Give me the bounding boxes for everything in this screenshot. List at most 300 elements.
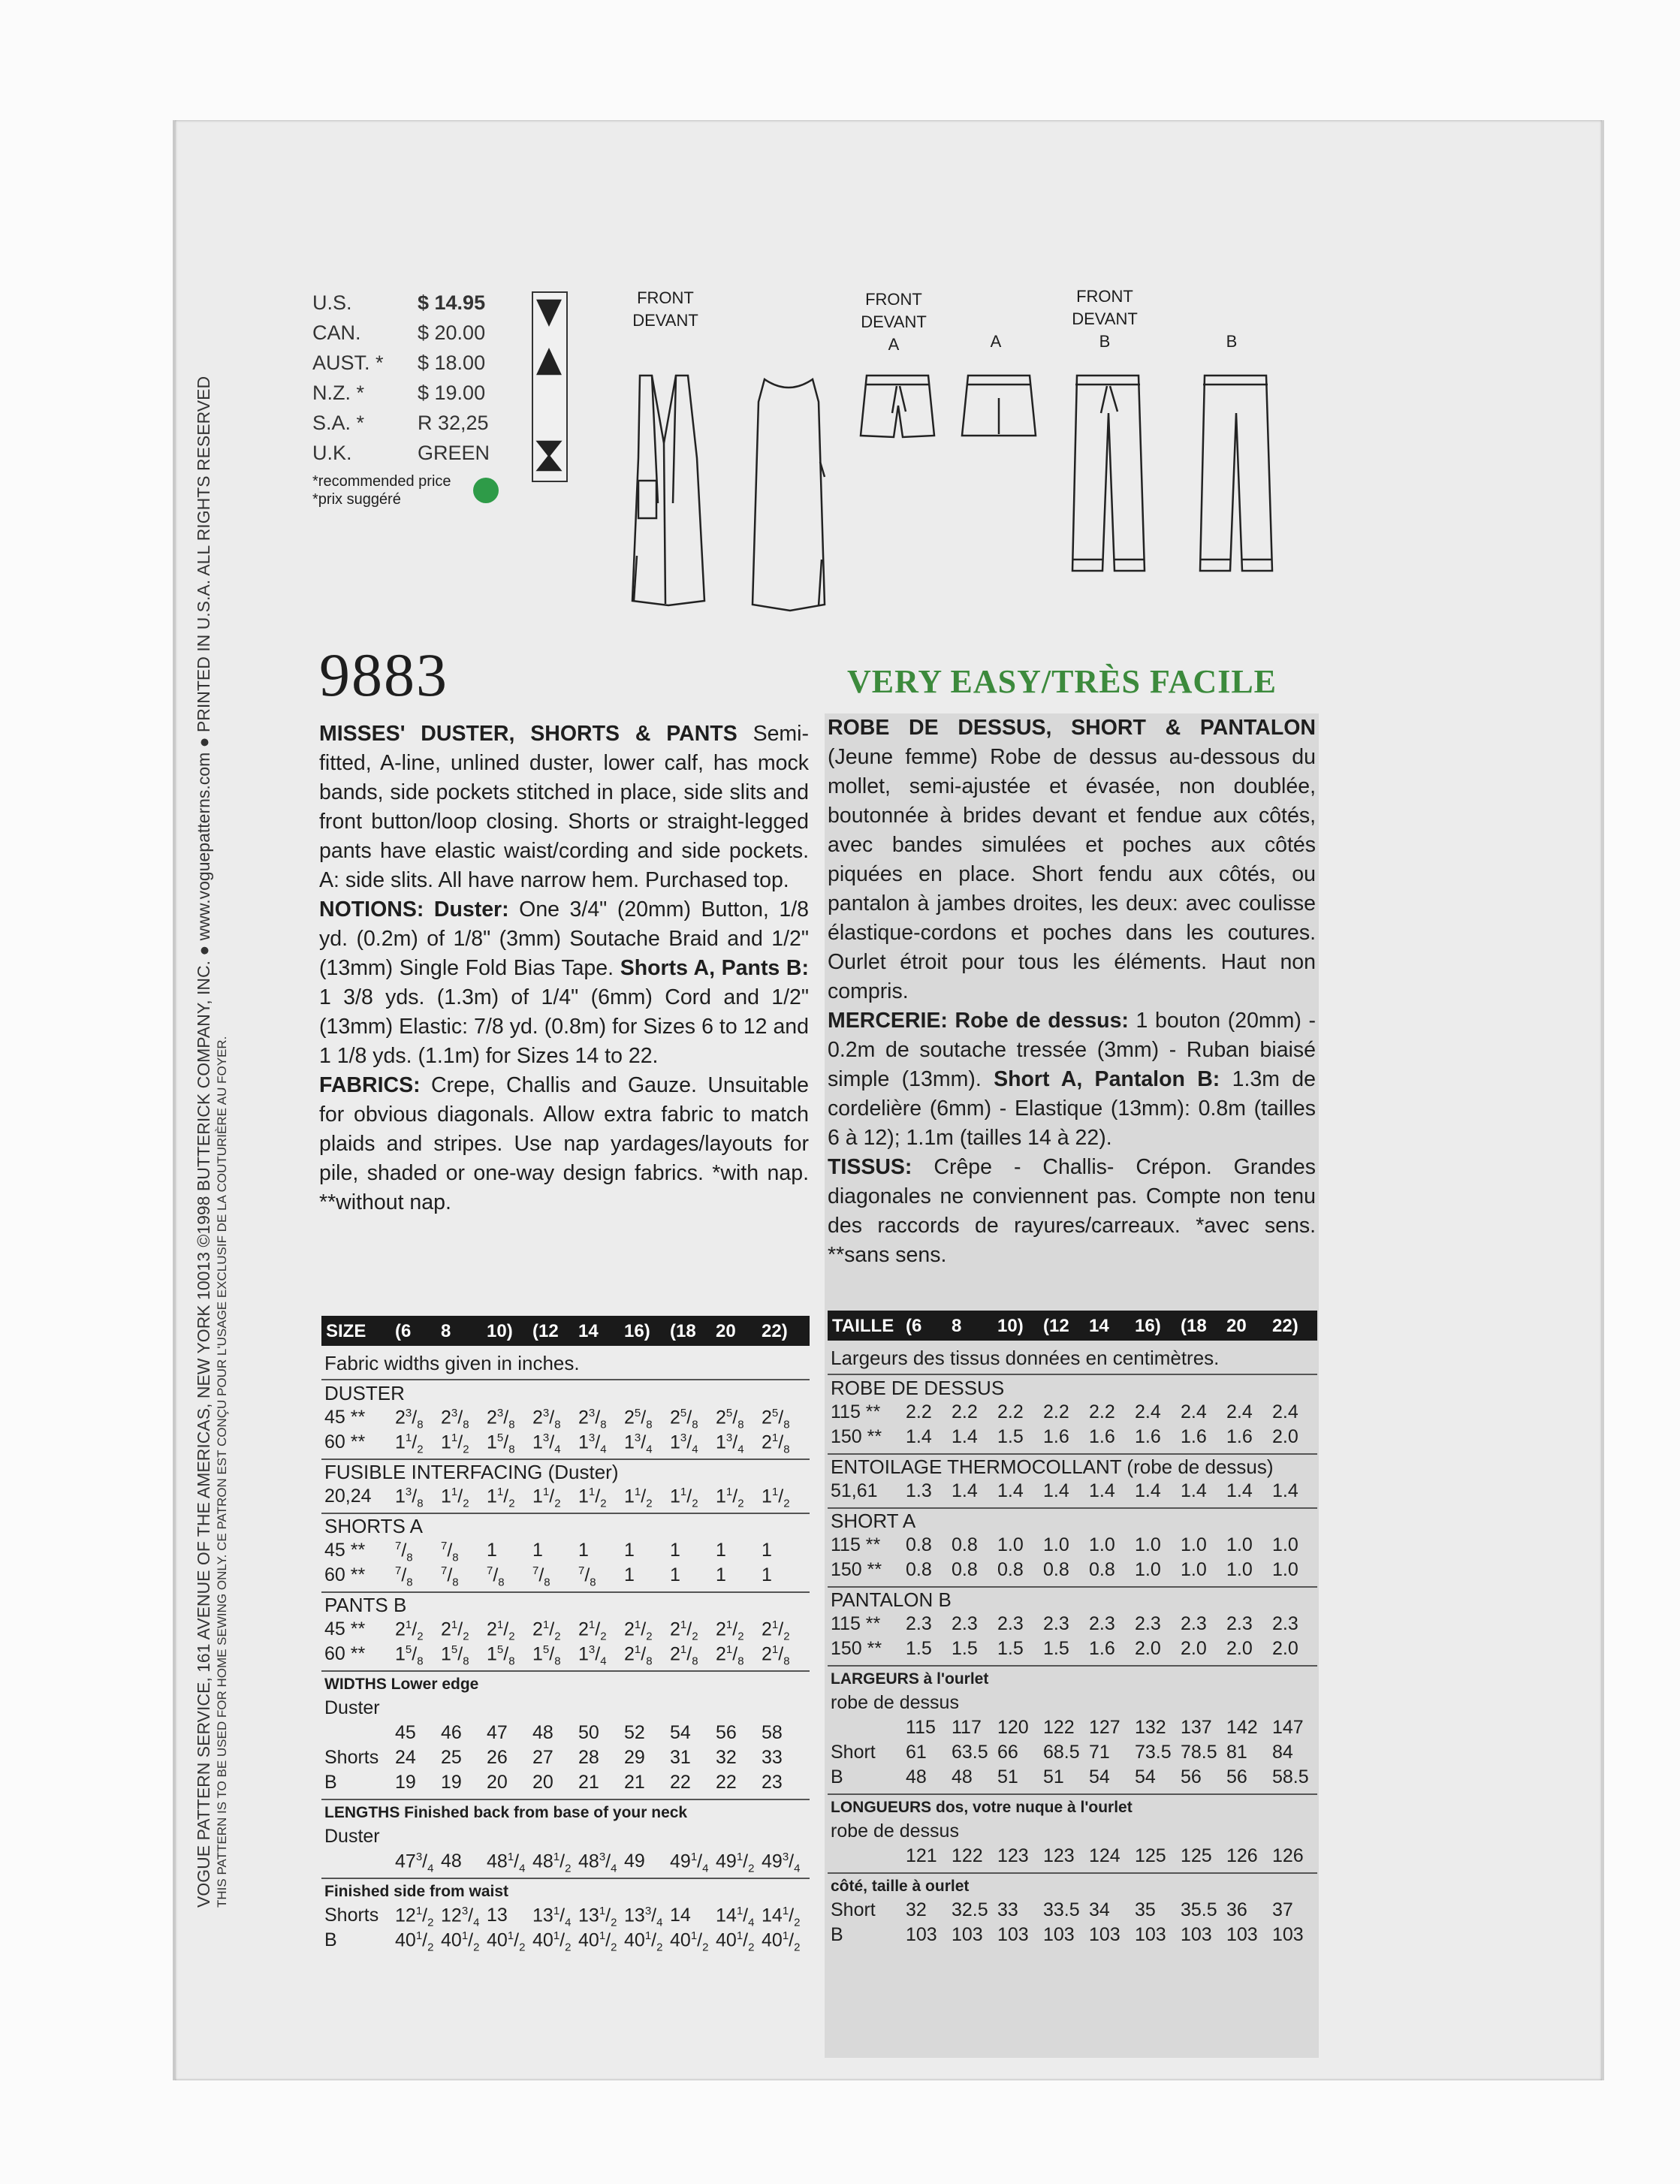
table-header-cell: 22) (1272, 1316, 1298, 1336)
table-divider (828, 1665, 1317, 1667)
table-cell: $2^1/_8$ (670, 1643, 698, 1668)
price-row (312, 321, 523, 348)
table-note: Fabric widths given in inches. (324, 1352, 580, 1374)
price-row (312, 291, 523, 318)
table-cell: 48 (532, 1722, 553, 1743)
table-cell: 0.8 (952, 1534, 978, 1555)
table-cell: 1.5 (997, 1638, 1024, 1659)
table-cell: 1.0 (1135, 1559, 1161, 1580)
table-cell: 54 (1135, 1766, 1156, 1787)
table-cell: 21 (578, 1772, 599, 1793)
table-section-title: SHORT A (831, 1510, 916, 1532)
table-row-label: Duster (324, 1697, 380, 1718)
price-region: U.K. (312, 442, 352, 464)
table-header-cell: (12 (532, 1321, 559, 1341)
table-divider (321, 1379, 810, 1380)
table-cell: 0.8 (906, 1534, 932, 1555)
french-mercerie-text1: 1 bouton (20mm) - 0.2m de soutache tressée (3mm) - Ruban biaisé simple (13mm). (828, 1009, 1316, 1091)
table-row-label: B (831, 1766, 843, 1787)
price-region: CAN. (312, 321, 361, 344)
table-cell: 1.0 (1089, 1534, 1115, 1555)
table-cell: 126 (1272, 1845, 1304, 1866)
table-cell: $1^5/_8$ (487, 1431, 515, 1456)
table-cell: 2.3 (1181, 1613, 1207, 1634)
table-cell: 25 (441, 1747, 462, 1768)
price-value: $ 18.00 (418, 351, 486, 374)
table-cell: 103 (952, 1924, 983, 1945)
table-cell: $14^1/_4$ (716, 1905, 755, 1929)
table-cell: 48 (952, 1766, 973, 1787)
table-header-cell: 20 (1226, 1316, 1247, 1336)
table-header-cell: 16) (1135, 1316, 1161, 1336)
table-cell: 2.2 (997, 1401, 1024, 1422)
table-cell: 103 (1181, 1924, 1212, 1945)
table-cell: $2^1/_8$ (762, 1431, 790, 1456)
table-cell: $^7/_8$ (395, 1540, 413, 1564)
table-row-label: 150 ** (831, 1559, 882, 1580)
table-cell: 56 (1226, 1766, 1247, 1787)
table-cell: 1 (762, 1564, 772, 1585)
table-row-label: Short (831, 1899, 876, 1920)
table-header-cell: (6 (906, 1316, 922, 1336)
price-row (312, 351, 523, 379)
table-cell: 20 (487, 1772, 508, 1793)
table-header-cell: (18 (1181, 1316, 1207, 1336)
table-cell: $1^5/_8$ (532, 1643, 561, 1668)
table-cell: 35 (1135, 1899, 1156, 1920)
table-cell: 58 (762, 1722, 783, 1743)
table-row-label: 150 ** (831, 1426, 882, 1447)
table-cell: 73.5 (1135, 1742, 1172, 1763)
table-cell: $2^3/_8$ (487, 1407, 515, 1431)
figure-label-shorts-front: FRONT DEVANT A (861, 290, 927, 354)
table-cell: 103 (1226, 1924, 1258, 1945)
table-cell: $1^1/_2$ (395, 1431, 424, 1456)
table-header-cell: (6 (395, 1321, 412, 1341)
table-cell: 1.0 (1226, 1559, 1253, 1580)
table-cell: 1 (762, 1540, 772, 1561)
price-value: R 32,25 (418, 412, 489, 434)
table-header-cell: 10) (997, 1316, 1024, 1336)
english-notions-title: NOTIONS: Duster: (319, 897, 509, 922)
table-cell: 27 (532, 1747, 553, 1768)
table-cell: $40^1/_2$ (578, 1929, 617, 1954)
table-row-label: 60 ** (324, 1564, 366, 1585)
table-cell: 1.5 (1043, 1638, 1069, 1659)
table-cell: $1^5/_8$ (395, 1643, 424, 1668)
table-cell: 24 (395, 1747, 416, 1768)
table-cell: 1.4 (906, 1426, 932, 1447)
table-cell: $2^3/_8$ (441, 1407, 469, 1431)
table-cell: 48 (441, 1851, 462, 1872)
table-cell: $13^1/_4$ (532, 1905, 572, 1929)
table-section-title: LONGUEURS dos, votre nuque à l'ourlet (831, 1799, 1133, 1816)
table-cell: 0.8 (1089, 1559, 1115, 1580)
table-cell: 28 (578, 1747, 599, 1768)
table-divider (828, 1872, 1317, 1874)
table-cell: 2.4 (1226, 1401, 1253, 1422)
table-cell: 103 (997, 1924, 1029, 1945)
table-cell: 29 (624, 1747, 645, 1768)
table-cell: 1.0 (1226, 1534, 1253, 1555)
table-cell: 1.4 (1089, 1480, 1115, 1501)
publisher-side-text: VOGUE PATTERN SERVICE, 161 AVENUE OF THE AMERICAS, NEW YORK 10013 ©1998 BUTTERICK COMPANY, INC. ● www.voguepatterns.com ● PRINTED IN U.S.A. ALL RIGHTS RESERVED (194, 376, 213, 1908)
table-cell: 132 (1135, 1717, 1166, 1738)
table-section-title: côté, taille à ourlet (831, 1878, 970, 1895)
table-cell: $49^1/_2$ (716, 1851, 755, 1875)
table-cell: 2.2 (1089, 1401, 1115, 1422)
table-cell: $40^1/_2$ (395, 1929, 434, 1954)
table-cell: $1^1/_2$ (716, 1486, 744, 1510)
table-cell: $2^3/_8$ (395, 1407, 424, 1431)
table-cell: 22 (716, 1772, 737, 1793)
table-cell: 34 (1089, 1899, 1110, 1920)
table-row-label: Short (831, 1742, 876, 1763)
table-cell: $2^3/_8$ (578, 1407, 607, 1431)
table-cell: $1^1/_2$ (532, 1486, 561, 1510)
table-section-title: FUSIBLE INTERFACING (Duster) (324, 1461, 619, 1483)
table-header-cell: (12 (1043, 1316, 1069, 1336)
figure-label-pants-back: B (1226, 332, 1238, 351)
table-row-label: 60 ** (324, 1643, 366, 1664)
table-cell: $1^1/_2$ (441, 1486, 469, 1510)
table-cell: 68.5 (1043, 1742, 1080, 1763)
price-row (312, 382, 523, 409)
table-cell: $2^1/_2$ (395, 1618, 424, 1643)
french-description (828, 713, 1316, 1270)
table-cell: 1.0 (1181, 1559, 1207, 1580)
table-cell: $40^1/_2$ (532, 1929, 572, 1954)
table-english (321, 1316, 810, 2067)
table-cell: 81 (1226, 1742, 1247, 1763)
table-cell: 1.4 (1272, 1480, 1298, 1501)
table-row-label: robe de dessus (831, 1821, 959, 1842)
price-note: *recommended price (312, 473, 451, 490)
table-section-title: LARGEURS à l'ourlet (831, 1670, 989, 1688)
table-cell: 13 (487, 1905, 508, 1926)
table-cell: 19 (441, 1772, 462, 1793)
table-cell: 54 (1089, 1766, 1110, 1787)
table-section-title: Finished side from waist (324, 1883, 509, 1900)
table-cell: $1^1/_2$ (762, 1486, 790, 1510)
table-row-label: 115 ** (831, 1401, 881, 1422)
table-cell: 1.4 (952, 1480, 978, 1501)
english-notions-text1: One 3/4" (20mm) Button, 1/8 yd. (0.2m) of 1/8" (3mm) Soutache Braid and 1/2" (13mm) Single Fold Bias Tape. (319, 897, 809, 980)
english-desc-text: Semi-fitted, A-line, unlined duster, lower calf, has mock bands, side pockets stitched in place, side slits and front button/loop closing. Shorts or straight-legged pants have elastic waist/cording and side pockets. A: side slits. All have narrow hem. Purchased top. (319, 722, 809, 892)
size-symbols (532, 291, 566, 479)
table-divider (828, 1586, 1317, 1588)
table-french (828, 1311, 1317, 2062)
table-cell: 1 (716, 1540, 726, 1561)
table-section-title: SHORTS A (324, 1515, 424, 1537)
table-cell: 2.0 (1272, 1638, 1298, 1659)
table-cell: 1.6 (1089, 1426, 1115, 1447)
table-cell: 32.5 (952, 1899, 988, 1920)
duster-front-drawing (616, 368, 721, 608)
table-row-label: 60 ** (324, 1431, 366, 1452)
table-cell: $2^1/_8$ (762, 1643, 790, 1668)
table-cell: 1 (624, 1540, 635, 1561)
table-cell: 22 (670, 1772, 691, 1793)
table-row-label: 45 ** (324, 1618, 366, 1640)
table-divider (828, 1453, 1317, 1455)
shorts-front-drawing (856, 368, 939, 443)
table-cell: 1.4 (1135, 1480, 1161, 1501)
table-cell: $1^3/_4$ (624, 1431, 653, 1456)
price-value: GREEN (418, 442, 490, 464)
table-row-label: 115 ** (831, 1613, 881, 1634)
table-divider (321, 1591, 810, 1593)
table-header (828, 1311, 1317, 1341)
table-header-cell: (18 (670, 1321, 696, 1341)
table-cell: $2^1/_2$ (670, 1618, 698, 1643)
table-cell: 51 (1043, 1766, 1064, 1787)
table-cell: $40^1/_2$ (441, 1929, 480, 1954)
price-note: *prix suggéré (312, 491, 401, 508)
table-cell: 103 (1272, 1924, 1304, 1945)
table-cell: $2^1/_8$ (716, 1643, 744, 1668)
pants-front-drawing (1066, 368, 1149, 578)
table-cell: $^7/_8$ (441, 1540, 459, 1564)
table-cell: 2.3 (1272, 1613, 1298, 1634)
pattern-number: 9883 (319, 641, 448, 709)
table-row-label: 45 ** (324, 1407, 366, 1428)
triangle-down-icon (538, 300, 560, 324)
triangle-up-icon (538, 350, 560, 374)
table-cell: 123 (997, 1845, 1029, 1866)
hourglass-icon (538, 442, 560, 470)
table-cell: 122 (1043, 1717, 1075, 1738)
table-row-label: Shorts (324, 1747, 379, 1768)
table-row-label: Shorts (324, 1905, 379, 1926)
table-header (321, 1316, 810, 1346)
table-cell: 1.5 (952, 1638, 978, 1659)
table-cell: 142 (1226, 1717, 1258, 1738)
table-cell: 52 (624, 1722, 645, 1743)
table-cell: $2^1/_2$ (624, 1618, 653, 1643)
green-dot (473, 478, 499, 503)
table-cell: 1 (624, 1564, 635, 1585)
price-region: S.A. * (312, 412, 365, 434)
table-cell: $48^3/_4$ (578, 1851, 617, 1875)
table-cell: $2^1/_2$ (578, 1618, 607, 1643)
table-cell: 1 (487, 1540, 497, 1561)
pants-back-drawing (1194, 368, 1277, 578)
table-header-cell: 8 (952, 1316, 962, 1336)
english-fabrics-title: FABRICS: (319, 1073, 421, 1097)
table-cell: $49^3/_4$ (762, 1851, 801, 1875)
table-cell: 58.5 (1272, 1766, 1309, 1787)
table-cell: $40^1/_2$ (670, 1929, 709, 1954)
table-divider (828, 1507, 1317, 1509)
table-cell: 21 (624, 1772, 645, 1793)
table-section-title: PANTALON B (831, 1588, 952, 1611)
table-cell: $40^1/_2$ (716, 1929, 755, 1954)
table-row-label: robe de dessus (831, 1692, 959, 1713)
table-header-cell: 22) (762, 1321, 788, 1341)
table-cell: 120 (997, 1717, 1029, 1738)
table-cell: $^7/_8$ (487, 1564, 505, 1589)
table-cell: 103 (906, 1924, 937, 1945)
table-cell: 147 (1272, 1717, 1304, 1738)
table-cell: 2.2 (906, 1401, 932, 1422)
table-cell: 35.5 (1181, 1899, 1217, 1920)
table-cell: 1 (578, 1540, 589, 1561)
table-row-label: 51,61 (831, 1480, 878, 1501)
table-cell: 46 (441, 1722, 462, 1743)
price-value: $ 14.95 (418, 291, 486, 314)
table-section-title: WIDTHS Lower edge (324, 1676, 479, 1693)
table-cell: $1^1/_2$ (670, 1486, 698, 1510)
table-cell: $1^3/_4$ (716, 1431, 744, 1456)
price-row (312, 412, 523, 439)
table-cell: 2.0 (1181, 1638, 1207, 1659)
table-cell: 84 (1272, 1742, 1293, 1763)
table-cell: 2.4 (1272, 1401, 1298, 1422)
table-cell: 127 (1089, 1717, 1121, 1738)
table-cell: $48^1/_4$ (487, 1851, 526, 1875)
table-cell: 32 (906, 1899, 927, 1920)
table-cell: 103 (1089, 1924, 1121, 1945)
price-row (312, 442, 523, 469)
table-row-label: B (831, 1924, 843, 1945)
table-header-cell: 14 (578, 1321, 599, 1341)
table-cell: 1.4 (1043, 1480, 1069, 1501)
table-cell: 47 (487, 1722, 508, 1743)
table-cell: 56 (1181, 1766, 1202, 1787)
table-cell: 1.4 (997, 1480, 1024, 1501)
table-cell: 2.3 (1226, 1613, 1253, 1634)
table-cell: 33 (762, 1747, 783, 1768)
table-section-title: ENTOILAGE THERMOCOLLANT (robe de dessus) (831, 1455, 1274, 1478)
table-cell: $12^3/_4$ (441, 1905, 480, 1929)
table-cell: 122 (952, 1845, 983, 1866)
table-row-label: 115 ** (831, 1534, 881, 1555)
table-header-cell: 10) (487, 1321, 513, 1341)
table-cell: 1 (670, 1540, 680, 1561)
table-cell: 45 (395, 1722, 416, 1743)
table-cell: 56 (716, 1722, 737, 1743)
table-row-label: 150 ** (831, 1638, 882, 1659)
table-cell: 1.0 (1272, 1534, 1298, 1555)
table-cell: 1.0 (1043, 1534, 1069, 1555)
table-cell: $1^5/_8$ (441, 1643, 469, 1668)
table-cell: 33 (997, 1899, 1018, 1920)
table-cell: $1^1/_2$ (441, 1431, 469, 1456)
table-cell: 1.5 (906, 1638, 932, 1659)
table-cell: $2^1/_2$ (441, 1618, 469, 1643)
table-cell: 1.3 (906, 1480, 932, 1501)
table-cell: $2^5/_8$ (670, 1407, 698, 1431)
figure-label-shorts-back: A (990, 332, 1002, 351)
table-cell: $12^1/_2$ (395, 1905, 434, 1929)
table-cell: 61 (906, 1742, 927, 1763)
table-cell: $2^3/_8$ (532, 1407, 561, 1431)
table-cell: 124 (1089, 1845, 1121, 1866)
table-cell: 2.0 (1272, 1426, 1298, 1447)
price-region: N.Z. * (312, 382, 365, 404)
table-cell: $40^1/_2$ (487, 1929, 526, 1954)
french-tissus-title: TISSUS: (828, 1155, 912, 1179)
table-cell: 2.3 (997, 1613, 1024, 1634)
table-cell: 1.0 (1272, 1559, 1298, 1580)
table-cell: $48^1/_2$ (532, 1851, 572, 1875)
table-cell: $1^5/_8$ (487, 1643, 515, 1668)
table-cell: $1^3/_4$ (578, 1643, 607, 1668)
table-cell: $^7/_8$ (441, 1564, 459, 1589)
table-cell: 0.8 (952, 1559, 978, 1580)
table-cell: 121 (906, 1845, 937, 1866)
table-cell: 2.3 (1043, 1613, 1069, 1634)
table-cell: 2.3 (952, 1613, 978, 1634)
table-cell: 51 (997, 1766, 1018, 1787)
table-cell: 2.0 (1226, 1638, 1253, 1659)
table-header-cell: TAILLE (832, 1316, 894, 1336)
figure-label-duster-front: FRONT DEVANT (632, 288, 698, 330)
price-region: U.S. (312, 291, 352, 314)
table-cell: 2.0 (1135, 1638, 1161, 1659)
table-cell: $14^1/_2$ (762, 1905, 801, 1929)
table-divider (321, 1513, 810, 1514)
home-sewing-side-text: THIS PATTERN IS TO BE USED FOR HOME SEWING ONLY. CE PATRON EST CONÇU POUR L'USAGE EXCLUSIF DE LA COUTURIÈRE AU FOYER. (215, 1036, 229, 1908)
table-cell: 19 (395, 1772, 416, 1793)
table-header-cell: 20 (716, 1321, 736, 1341)
table-cell: 14 (670, 1905, 691, 1926)
english-title: MISSES' DUSTER, SHORTS & PANTS (319, 722, 737, 746)
table-cell: 26 (487, 1747, 508, 1768)
table-cell: 1.4 (1181, 1480, 1207, 1501)
table-cell: 33.5 (1043, 1899, 1080, 1920)
table-cell: $49^1/_4$ (670, 1851, 709, 1875)
table-cell: $2^5/_8$ (762, 1407, 790, 1431)
price-value: $ 19.00 (418, 382, 486, 404)
table-cell: 48 (906, 1766, 927, 1787)
english-fabrics-text: Crepe, Challis and Gauze. Unsuitable for obvious diagonals. Allow extra fabric to match plaids and stripes. Use nap yardages/layouts for pile, shaded or one-way design fabrics. *with nap. **without nap. (319, 1073, 809, 1214)
english-description (319, 719, 809, 1217)
table-cell: 1.0 (997, 1534, 1024, 1555)
table-cell: $40^1/_2$ (624, 1929, 663, 1954)
table-cell: 2.3 (1135, 1613, 1161, 1634)
table-cell: $47^3/_4$ (395, 1851, 434, 1875)
table-cell: 103 (1043, 1924, 1075, 1945)
shorts-back-drawing (958, 368, 1040, 443)
table-cell: $1^3/_4$ (578, 1431, 607, 1456)
table-cell: $2^1/_8$ (624, 1643, 653, 1668)
table-cell: 49 (624, 1851, 645, 1872)
table-cell: 2.3 (906, 1613, 932, 1634)
table-divider (321, 1459, 810, 1460)
english-notions-text2: 1 3/8 yds. (1.3m) of 1/4" (6mm) Cord and 1/2" (13mm) Elastic: 7/8 yd. (0.8m) for Sizes 6 to 12 and 1 1/8 yds. (1.1m) for Sizes 14 to 22. (319, 985, 809, 1068)
duster-back-drawing (743, 372, 841, 612)
table-cell: 66 (997, 1742, 1018, 1763)
table-cell: $40^1/_2$ (762, 1929, 801, 1954)
table-cell: 54 (670, 1722, 691, 1743)
table-cell: 71 (1089, 1742, 1110, 1763)
table-cell: 20 (532, 1772, 553, 1793)
table-cell: 1.5 (997, 1426, 1024, 1447)
difficulty-label: VERY EASY/TRÈS FACILE (847, 663, 1277, 700)
table-cell: $^7/_8$ (395, 1564, 413, 1589)
table-cell: $2^5/_8$ (716, 1407, 744, 1431)
table-cell: 126 (1226, 1845, 1258, 1866)
table-cell: $^7/_8$ (532, 1564, 550, 1589)
table-cell: 1.0 (1181, 1534, 1207, 1555)
table-cell: $1^1/_2$ (624, 1486, 653, 1510)
french-mercerie-text2: 1.3m de cordelière (6mm) - Elastique (13mm): 0.8m (tailles 6 à 12); 1.1m (tailles 14 à 22). (828, 1067, 1316, 1150)
table-cell: $1^1/_2$ (578, 1486, 607, 1510)
table-section-title: LENGTHS Finished back from base of your neck (324, 1804, 688, 1821)
table-cell: 37 (1272, 1899, 1293, 1920)
